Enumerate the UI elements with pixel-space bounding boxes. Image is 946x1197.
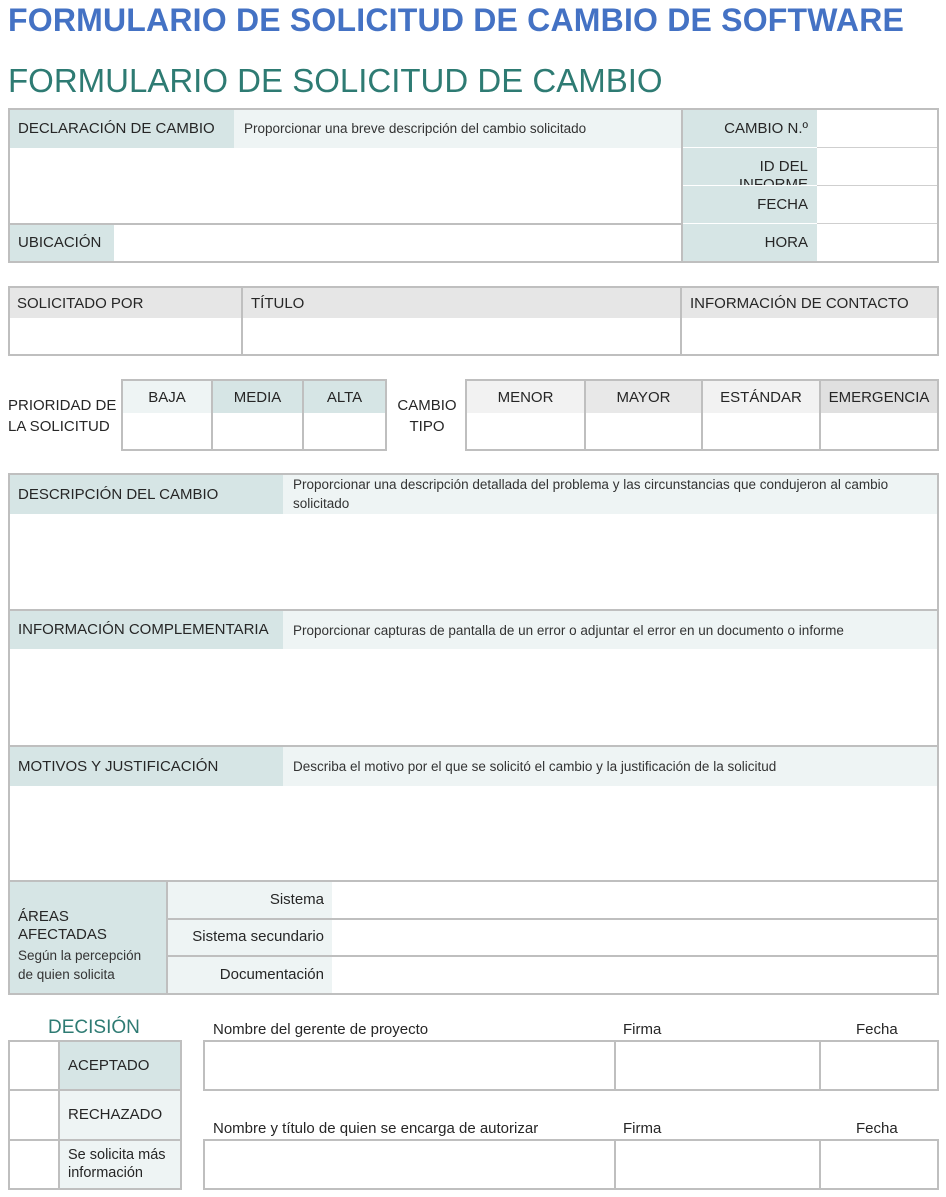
- affected-row-docs-field[interactable]: [332, 957, 937, 993]
- affected-label: ÁREAS AFECTADAS: [18, 908, 107, 943]
- affected-row-subsystem-field[interactable]: [332, 920, 937, 955]
- decision-rejected-label: RECHAZADO: [60, 1091, 180, 1139]
- authorizer-date-field[interactable]: [821, 1141, 937, 1188]
- pm-date-label: Fecha: [856, 1021, 898, 1038]
- date-label: FECHA: [683, 186, 817, 224]
- section-supplementary-hint: Proporcionar capturas de pantalla de un error o adjuntar el error en un documento o informe: [283, 611, 937, 649]
- affected-sublabel-1: Según la percepción: [18, 948, 142, 963]
- affected-row-system-field[interactable]: [332, 882, 937, 918]
- requested-by-field[interactable]: [10, 318, 241, 354]
- affected-row-system-label: Sistema: [168, 882, 332, 918]
- priority-medium-check[interactable]: [213, 413, 302, 449]
- pm-signature-label: Firma: [623, 1021, 662, 1038]
- location-label: UBICACIÓN: [10, 225, 114, 261]
- section-justification-label: MOTIVOS Y JUSTIFICACIÓN: [10, 747, 283, 786]
- change-type-major-check[interactable]: [586, 413, 701, 449]
- time-field[interactable]: [817, 224, 937, 261]
- time-label: HORA: [683, 224, 817, 261]
- decision-more-info-line1: Se solicita más: [68, 1147, 166, 1163]
- section-description-hint: Proporcionar una descripción detallada del problema y las circunstancias que condujeron al cambio solicitado: [283, 475, 937, 514]
- section-supplementary-field[interactable]: [10, 649, 937, 745]
- change-statement-label: DECLARACIÓN DE CAMBIO: [10, 110, 234, 148]
- decision-more-info-line2: información: [68, 1165, 143, 1181]
- affected-sublabel-2: de quien solicita: [18, 967, 115, 982]
- priority-label-line2: LA SOLICITUD: [8, 418, 110, 435]
- change-type-minor-check[interactable]: [467, 413, 584, 449]
- pm-name-label: Nombre del gerente de proyecto: [213, 1021, 429, 1038]
- priority-label-line1: PRIORIDAD DE: [8, 397, 117, 414]
- pm-date-field[interactable]: [821, 1042, 937, 1089]
- decision-accepted-label: ACEPTADO: [60, 1042, 180, 1089]
- contact-field[interactable]: [682, 318, 937, 354]
- change-type-standard: ESTÁNDAR: [703, 381, 819, 413]
- authorizer-label: Nombre y título de quien se encarga de autorizar: [213, 1120, 539, 1137]
- change-type-label: [392, 395, 462, 437]
- change-no-field[interactable]: [817, 110, 937, 148]
- report-id-field[interactable]: [817, 148, 937, 186]
- decision-title: DECISIÓN: [48, 1017, 140, 1038]
- decision-rejected-check[interactable]: [10, 1091, 58, 1139]
- decision-accepted-check[interactable]: [10, 1042, 58, 1089]
- main-title: FORMULARIO DE SOLICITUD DE CAMBIO DE SOFTWARE: [8, 2, 905, 38]
- section-justification-hint: Describa el motivo por el que se solicitó el cambio y la justificación de la solicitud: [283, 747, 937, 786]
- pm-name-field[interactable]: [205, 1042, 614, 1089]
- authorizer-date-label: Fecha: [856, 1120, 898, 1137]
- section-description-field[interactable]: [10, 514, 937, 609]
- change-type-label-line2: TIPO: [409, 418, 445, 435]
- section-description-label: DESCRIPCIÓN DEL CAMBIO: [10, 475, 283, 514]
- change-type-major: MAYOR: [586, 381, 701, 413]
- section-justification-field[interactable]: [10, 786, 937, 880]
- affected-label-cell: [10, 882, 166, 993]
- change-type-label-line1: CAMBIO: [397, 397, 457, 414]
- priority-label: [8, 395, 118, 437]
- change-type-minor: MENOR: [467, 381, 584, 413]
- affected-row-docs-label: Documentación: [168, 957, 332, 993]
- change-no-label: CAMBIO N.º: [683, 110, 817, 148]
- title-field[interactable]: [243, 318, 680, 354]
- change-type-emergency-check[interactable]: [821, 413, 937, 449]
- authorizer-signature-field[interactable]: [616, 1141, 819, 1188]
- requested-by-label: SOLICITADO POR: [10, 288, 242, 318]
- change-statement-hint: Proporcionar una breve descripción del cambio solicitado: [234, 110, 681, 148]
- priority-high-check[interactable]: [304, 413, 385, 449]
- title-label: TÍTULO: [243, 288, 680, 318]
- priority-option-medium: MEDIA: [213, 381, 302, 413]
- change-type-standard-check[interactable]: [703, 413, 819, 449]
- date-field[interactable]: [817, 186, 937, 224]
- affected-row-subsystem-label: Sistema secundario: [168, 920, 332, 955]
- change-type-emergency: EMERGENCIA: [821, 381, 937, 413]
- change-statement-field[interactable]: [10, 148, 681, 223]
- priority-option-high: ALTA: [304, 381, 385, 413]
- location-field[interactable]: [114, 225, 681, 261]
- pm-signature-field[interactable]: [616, 1042, 819, 1089]
- contact-label: INFORMACIÓN DE CONTACTO: [682, 288, 937, 318]
- decision-more-info-check[interactable]: [10, 1141, 58, 1188]
- report-id-label: ID DEL: [683, 148, 817, 186]
- form-title: FORMULARIO DE SOLICITUD DE CAMBIO: [8, 62, 663, 99]
- section-supplementary-label: INFORMACIÓN COMPLEMENTARIA: [10, 611, 283, 649]
- priority-low-check[interactable]: [123, 413, 211, 449]
- authorizer-signature-label: Firma: [623, 1120, 662, 1137]
- priority-option-low: BAJA: [123, 381, 211, 413]
- authorizer-name-field[interactable]: [205, 1141, 614, 1188]
- decision-more-info-label: [60, 1141, 180, 1188]
